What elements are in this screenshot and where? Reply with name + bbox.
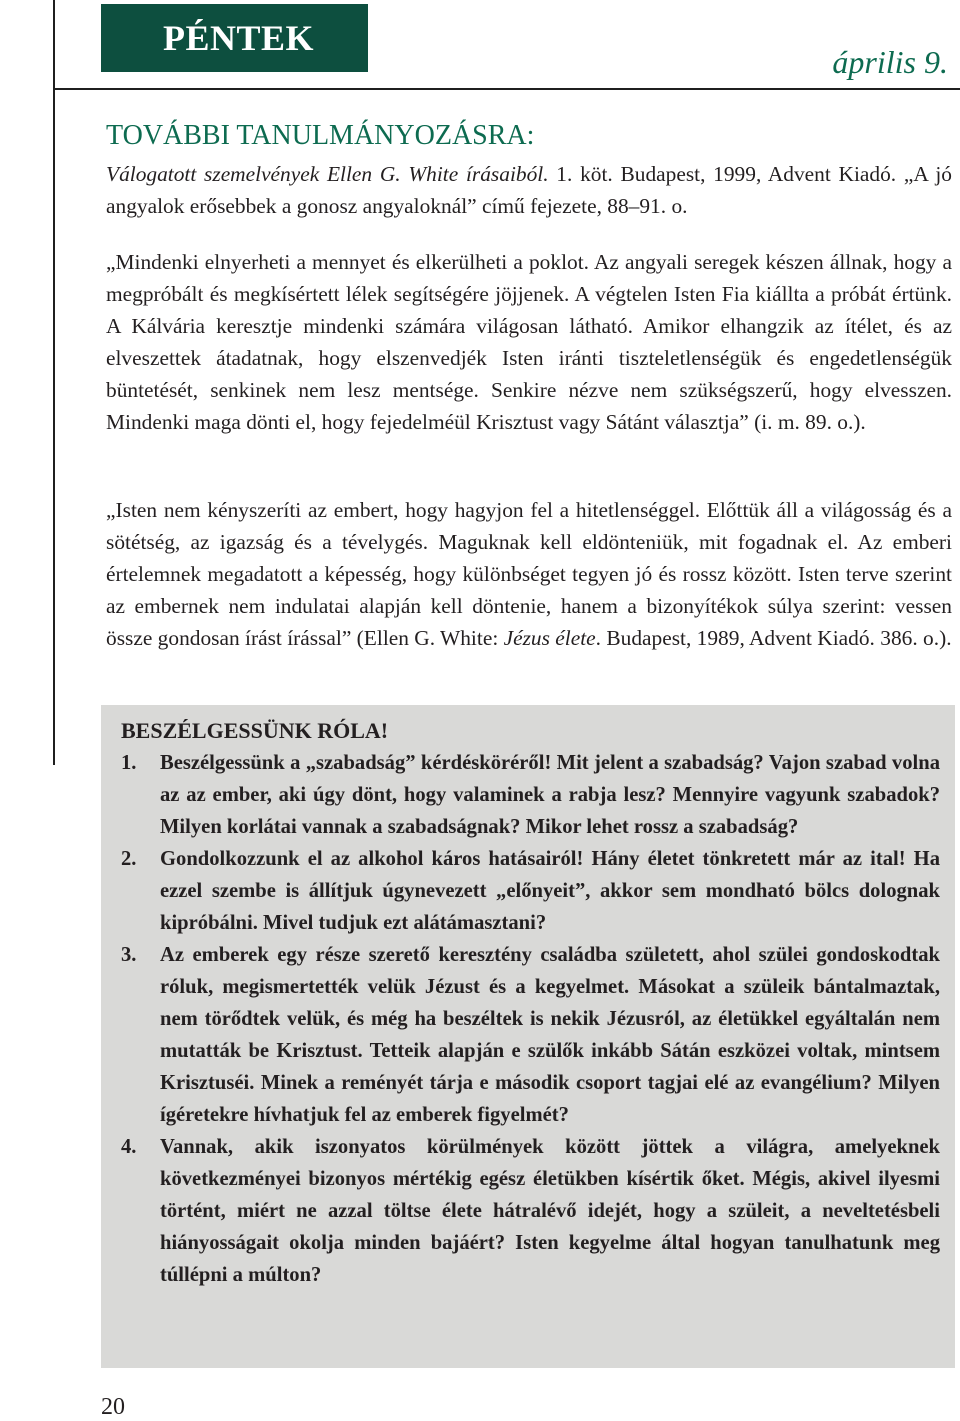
question-text: Beszélgessünk a „szabadság” kérdésköréről! Mit jelent a szabadság? Vajon szabad volna az az ember, aki úgy dönt, hogy valaminek a rabja lesz? Mennyire vagyunk szabadok? Milyen korlátai vannak a szabadságnak? Mikor lehet rossz a szabadság? xyxy=(160,752,940,838)
question-number: 2. xyxy=(121,848,137,870)
discussion-question xyxy=(121,1131,940,1291)
quote2-text-b: . Budapest, 1989, Advent Kiadó. 386. o.). xyxy=(595,626,952,650)
date-label: április 9. xyxy=(832,44,948,80)
margin-vertical-rule xyxy=(53,0,55,765)
question-number: 4. xyxy=(121,1136,137,1158)
quote-paragraph-1: „Mindenki elnyerheti a mennyet és elkerülheti a poklot. Az angyali seregek készen állnak, hogy a megpróbált és megkísértett lélek segítségére jöjjenek. A végtelen Isten Fia kiállta a próbát értünk. A Kálvária keresztje mindenki számára világosan látható. Amikor elhangzik az ítélet, és az elveszettek átadatnak, hogy elszenvedjék Isten iránti tiszteletlenségük és engedetlenségük büntetését, senkinek nem lesz mentsége. Senkire nézve nem szükségszerű, hogy elvesszen. Mindenki maga dönti el, hogy fejedelméül Krisztust vagy Sátánt választja” (i. m. 89. o.). xyxy=(106,250,952,434)
question-text: Az emberek egy része szerető keresztény családba született, ahol szülei gondoskodtak róluk, megismertették velük Jézust és a kegyelmet. Másokat a szüleik bántalmaztak, nem törődtek velük, és még ha beszéltek is nekik Jézusról, az életükkel egyáltalán nem mutatták be Krisztust. Tetteik alapján e szülők inkább Sátán eszközei voltak, mintsem Krisztuséi. Minek a reményét tárja e második csoport tagjai elé az evangélium? Milyen ígéretekre hívhatjuk fel az emberek figyelmét? xyxy=(160,944,940,1126)
page-number: 20 xyxy=(101,1394,125,1420)
question-number: 3. xyxy=(121,944,137,966)
discussion-question xyxy=(121,747,940,843)
question-text: Vannak, akik iszonyatos körülmények között jöttek a világra, amelyeknek következményei bizonyos mértékig egész életükben kísértik őket. Mégis, akivel ilyesmi történt, miért ne azzal töltse élete hátralévő idejét, hogy a szüleit, a neveltetésbeli hiányosságait okolja minden bajáért? Isten kegyelme által hogyan tanulhatunk meg túllépni a múlton? xyxy=(160,1136,940,1286)
discussion-question xyxy=(121,843,940,939)
reference-book-title: Válogatott szemelvények Ellen G. White írásaiból. xyxy=(106,162,549,186)
question-text: Gondolkozzunk el az alkohol káros hatásairól! Hány életet tönkretett már az ital! Ha ezzel szembe is állítjuk úgynevezett „előnyeit”, akkor sem mondható bölcs dolognak kipróbálni. Mivel tudjuk ezt alátámasztani? xyxy=(160,848,940,934)
day-title: PÉNTEK xyxy=(101,4,368,72)
quote-paragraph-2 xyxy=(106,494,952,654)
further-study-reference xyxy=(106,158,952,222)
question-number: 1. xyxy=(121,752,137,774)
further-study-heading: TOVÁBBI TANULMÁNYOZÁSRA: xyxy=(106,120,535,151)
discussion-heading: BESZÉLGESSÜNK RÓLA! xyxy=(121,718,389,743)
quote2-text-a: „Isten nem kényszeríti az embert, hogy hagyjon fel a hitetlenséggel. Előttük áll a világosság és a sötétség, az igazság és a tévelygés. Maguknak kell eldönteniük, mit fogadnak el. Az emberi értelemnek megadatott a képesség, hogy különbséget tegyen jó és rossz között. Isten terve szerint az embernek nem indulatai alapján kell döntenie, hanem a bizonyítékok súlya szerint: vessen össze gondosan írást írással” (Ellen G. White: xyxy=(106,498,952,650)
discussion-question xyxy=(121,939,940,1131)
quote2-book-title: Jézus élete xyxy=(503,626,596,650)
header-horizontal-rule xyxy=(53,88,960,90)
discussion-question-list xyxy=(121,747,940,1291)
reference-details: 1. köt. Budapest, 1999, Advent Kiadó. „A jó angyalok erősebbek a gonosz angyaloknál” című fejezete, 88–91. o. xyxy=(106,162,953,218)
